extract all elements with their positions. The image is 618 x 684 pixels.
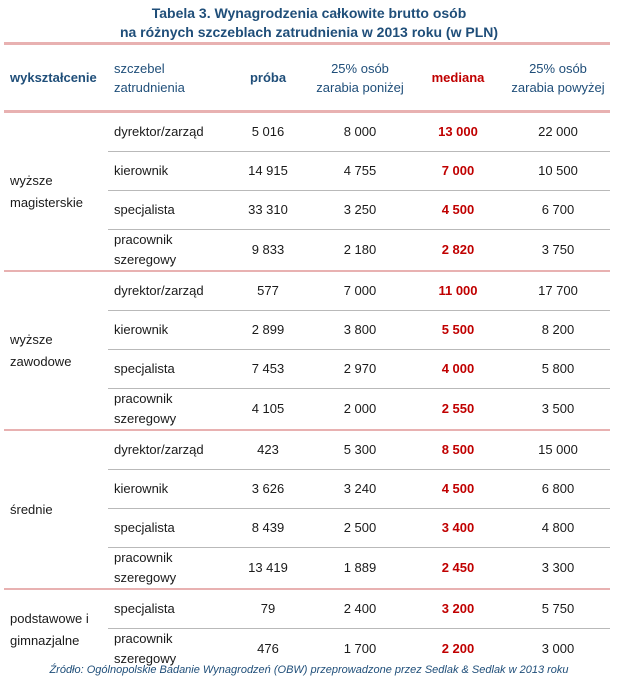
median-cell: 3 200: [410, 589, 506, 629]
header-sample: próba: [226, 44, 310, 112]
table-body: [4, 112, 610, 670]
sample-cell: 3 626: [226, 470, 310, 509]
table-row: [4, 589, 610, 629]
education-cell: wyższe magisterskie: [10, 172, 83, 210]
level-cell: kierownik: [108, 311, 226, 350]
median-cell: 5 500: [410, 311, 506, 350]
level-cell: dyrektor/zarząd: [108, 271, 226, 311]
below25-cell: 2 000: [310, 389, 410, 431]
above25-cell: 3 750: [506, 230, 610, 272]
median-cell: 4 000: [410, 350, 506, 389]
level-cell: specjalista: [108, 191, 226, 230]
median-cell: 2 450: [410, 548, 506, 590]
above25-cell: 3 500: [506, 389, 610, 431]
sample-cell: 33 310: [226, 191, 310, 230]
sample-cell: 14 915: [226, 152, 310, 191]
table-row: [4, 271, 610, 311]
sample-cell: 2 899: [226, 311, 310, 350]
below25-cell: 4 755: [310, 152, 410, 191]
above25-cell: 6 700: [506, 191, 610, 230]
salary-table: [4, 42, 610, 669]
above25-cell: 5 800: [506, 350, 610, 389]
median-cell: 2 550: [410, 389, 506, 431]
median-cell: 3 400: [410, 509, 506, 548]
median-cell: 11 000: [410, 271, 506, 311]
title-line-2: na różnych szczeblach zatrudnienia w 2013 roku (w PLN): [119, 24, 499, 40]
header-level: szczebel zatrudnienia: [108, 44, 226, 112]
header-below25: 25% osób zarabia poniżej: [310, 44, 410, 112]
level-cell: kierownik: [108, 152, 226, 191]
sample-cell: 9 833: [226, 230, 310, 272]
level-cell: kierownik: [108, 470, 226, 509]
header-education: wykształcenie: [4, 44, 108, 112]
median-cell: 8 500: [410, 430, 506, 470]
above25-cell: 22 000: [538, 124, 578, 139]
below25-cell: 2 970: [310, 350, 410, 389]
header-median: mediana: [410, 44, 506, 112]
table-row: [4, 112, 610, 152]
below25-cell: 1 889: [310, 548, 410, 590]
sample-cell: 79: [226, 589, 310, 629]
below25-cell: 2 180: [310, 230, 410, 272]
above25-cell: 4 800: [506, 509, 610, 548]
table-title: [0, 4, 618, 42]
median-cell: 2 200: [410, 629, 506, 670]
header-row: [4, 44, 610, 112]
sample-cell: 423: [226, 430, 310, 470]
median-cell: 13 000: [438, 124, 478, 139]
level-cell: dyrektor/zarząd: [114, 124, 204, 139]
sample-cell: 13 419: [226, 548, 310, 590]
above25-cell: 3 300: [506, 548, 610, 590]
below25-cell: 2 400: [310, 589, 410, 629]
level-cell: dyrektor/zarząd: [108, 430, 226, 470]
level-cell: pracownik szeregowy: [108, 548, 226, 590]
median-cell: 4 500: [410, 191, 506, 230]
level-cell: pracownik szeregowy: [108, 389, 226, 431]
below25-cell: 3 250: [310, 191, 410, 230]
above25-cell: 15 000: [506, 430, 610, 470]
sample-cell: 476: [226, 629, 310, 670]
median-cell: 4 500: [410, 470, 506, 509]
below25-cell: 3 240: [310, 470, 410, 509]
level-cell: pracownik szeregowy: [108, 230, 226, 272]
below25-cell: 2 500: [310, 509, 410, 548]
below25-cell: 3 800: [310, 311, 410, 350]
above25-cell: 5 750: [506, 589, 610, 629]
below25-cell: 8 000: [343, 124, 377, 139]
level-cell: pracownik szeregowy: [108, 629, 226, 670]
above25-cell: 10 500: [506, 152, 610, 191]
education-cell: średnie: [4, 430, 108, 589]
sample-cell: 577: [226, 271, 310, 311]
median-cell: 2 820: [410, 230, 506, 272]
level-cell: specjalista: [108, 350, 226, 389]
table-row: [4, 430, 610, 470]
above25-cell: 17 700: [506, 271, 610, 311]
header-above25: 25% osób zarabia powyżej: [506, 44, 610, 112]
above25-cell: 3 000: [506, 629, 610, 670]
level-cell: specjalista: [108, 509, 226, 548]
sample-cell: 7 453: [226, 350, 310, 389]
sample-cell: 4 105: [226, 389, 310, 431]
below25-cell: 1 700: [310, 629, 410, 670]
above25-cell: 6 800: [506, 470, 610, 509]
sample-cell: 8 439: [226, 509, 310, 548]
below25-cell: 7 000: [310, 271, 410, 311]
below25-cell: 5 300: [310, 430, 410, 470]
source-note: Źródło: Ogólnopolskie Badanie Wynagrodzeń (OBW) przeprowadzone przez Sedlak & Sedlak w 2013 roku: [49, 664, 569, 676]
level-cell: specjalista: [108, 589, 226, 629]
education-cell: wyższe zawodowe: [4, 271, 108, 430]
education-cell: podstawowe i gimnazjalne: [4, 589, 108, 669]
median-cell: 7 000: [410, 152, 506, 191]
above25-cell: 8 200: [506, 311, 610, 350]
sample-cell: 5 016: [251, 124, 285, 139]
title-line-1: Tabela 3. Wynagrodzenia całkowite brutto osób: [151, 5, 467, 21]
